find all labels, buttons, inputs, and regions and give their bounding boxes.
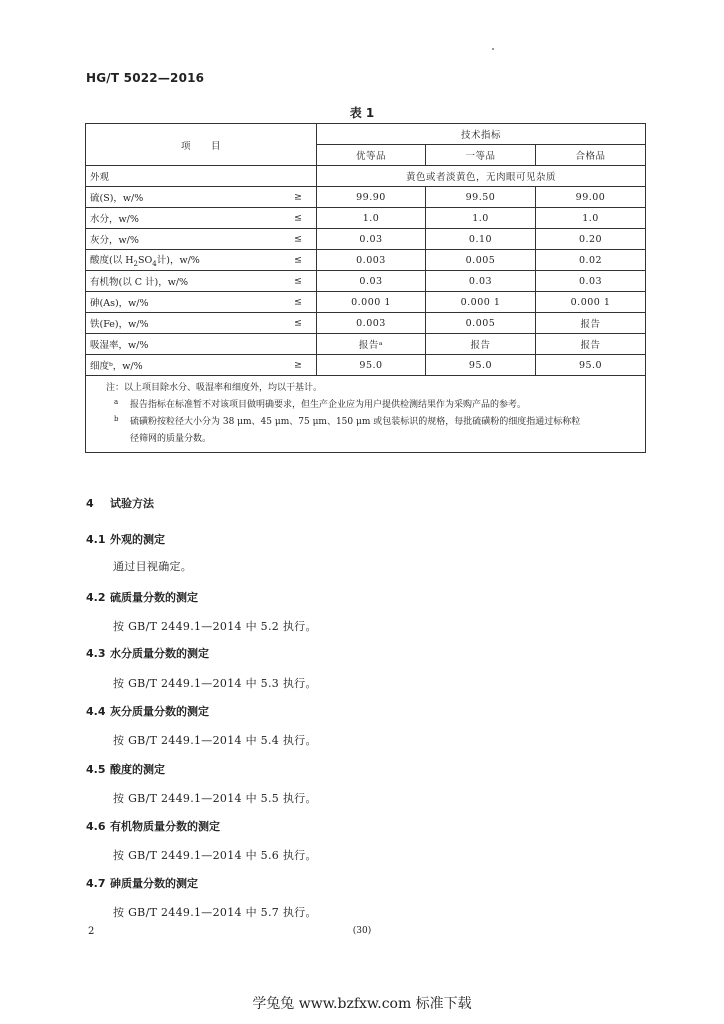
grade-superior: 优等品 [317, 145, 426, 166]
comparator: ≥ [294, 191, 302, 203]
section-number: 4 [86, 497, 94, 510]
section-number: 4.4 [86, 705, 106, 718]
scan-dot [492, 48, 494, 50]
value-first: 报告 [426, 334, 536, 355]
value-qualified: 1.0 [536, 208, 646, 229]
value-superior: 0.03 [317, 271, 426, 292]
grade-first: 一等品 [426, 145, 536, 166]
comparator: ≥ [294, 359, 302, 371]
note-main: 注：以上项目除水分、吸湿率和细度外，均以干基计。 [106, 383, 323, 393]
row-item [86, 292, 317, 313]
section-title: 水分质量分数的测定 [110, 647, 209, 660]
row-item [86, 355, 317, 376]
footer-watermark[interactable]: 学兔兔 www.bzfxw.com 标准下载 [252, 996, 472, 1012]
table-row [86, 187, 646, 208]
row-item [86, 334, 317, 355]
comparator: ≤ [294, 212, 302, 224]
value-qualified: 报告 [536, 334, 646, 355]
value-superior: 1.0 [317, 208, 426, 229]
section-number: 4.3 [86, 647, 106, 660]
value-superior: 报告ᵃ [317, 334, 426, 355]
row-item-label: 砷(As)，w/% [90, 298, 149, 309]
item-header: 项 目 [86, 124, 317, 166]
row-item-label: 硫(S)，w/% [90, 193, 144, 204]
note-b-text-1: 硫磺粉按粒径大小分为 38 μm、45 μm、75 μm、150 μm 或包装标识的规格，每批硫磺粉的细度指通过标称粒 [130, 417, 581, 427]
value-superior: 0.003 [317, 250, 426, 271]
note-b [106, 414, 637, 431]
section-heading-4-3 [86, 645, 209, 661]
acidity-sub-2: 2 [133, 259, 138, 268]
section-heading-4-7 [86, 875, 198, 891]
page-number: 2 [88, 926, 95, 937]
acidity-label-prefix: 酸度(以 H [90, 255, 134, 267]
note-a-text: 报告指标在标准暂不对该项目做明确要求，但生产企业应为用户提供检测结果作为采购产品的参考。 [130, 400, 527, 410]
section-title: 砷质量分数的测定 [110, 877, 198, 890]
value-qualified: 0.02 [536, 250, 646, 271]
row-item-label: 有机物(以 C 计)，w/% [90, 277, 189, 288]
standard-code-header: HG/T 5022—2016 [86, 71, 205, 85]
table-row [86, 250, 646, 271]
section-body-4-1: 通过目视确定。 [113, 560, 193, 573]
value-first: 99.50 [426, 187, 536, 208]
row-item [86, 271, 317, 292]
row-item-label: 灰分，w/% [90, 235, 139, 246]
value-first: 0.005 [426, 313, 536, 334]
acidity-label-suffix: 计)，w/% [156, 255, 200, 267]
section-number: 4.5 [86, 763, 106, 776]
value-first: 1.0 [426, 208, 536, 229]
section-heading-4-2 [86, 589, 198, 605]
section-body-4-7: 按 GB/T 2449.1—2014 中 5.7 执行。 [113, 906, 317, 919]
tech-header: 技术指标 [317, 124, 646, 145]
table-row [86, 355, 646, 376]
value-first: 0.10 [426, 229, 536, 250]
section-number: 4.6 [86, 820, 106, 833]
section-title: 酸度的测定 [110, 763, 165, 776]
table-row [86, 229, 646, 250]
value-first: 0.03 [426, 271, 536, 292]
section-number: 4.7 [86, 877, 106, 890]
value-qualified: 99.00 [536, 187, 646, 208]
note-a [106, 397, 637, 414]
section-body-4-4: 按 GB/T 2449.1—2014 中 5.4 执行。 [113, 734, 317, 747]
section-heading-4-6 [86, 818, 220, 834]
section-body-4-2: 按 GB/T 2449.1—2014 中 5.2 执行。 [113, 620, 317, 633]
row-item-label [90, 255, 200, 266]
section-heading-4-4 [86, 703, 209, 719]
row-item [86, 208, 317, 229]
row-item [86, 229, 317, 250]
row-item-label: 细度ᵇ，w/% [90, 361, 143, 372]
acidity-sub-4: 4 [152, 259, 157, 268]
value-superior: 0.003 [317, 313, 426, 334]
section-body-4-5: 按 GB/T 2449.1—2014 中 5.5 执行。 [113, 792, 317, 805]
table-row-appearance [86, 166, 646, 187]
section-body-4-6: 按 GB/T 2449.1—2014 中 5.6 执行。 [113, 849, 317, 862]
section-title: 有机物质量分数的测定 [110, 820, 220, 833]
table-header-row [86, 124, 646, 145]
value-qualified: 95.0 [536, 355, 646, 376]
value-superior: 0.03 [317, 229, 426, 250]
table-title: 表 1 [349, 106, 375, 120]
table-row [86, 208, 646, 229]
section-heading-4 [86, 495, 154, 511]
section-number: 4.2 [86, 591, 106, 604]
comparator: ≤ [294, 317, 302, 329]
comparator: ≤ [294, 233, 302, 245]
note-a-mark: a [114, 398, 119, 406]
appearance-value: 黄色或者淡黄色，无肉眼可见杂质 [317, 166, 646, 187]
value-first: 0.000 1 [426, 292, 536, 313]
value-qualified: 0.03 [536, 271, 646, 292]
table-notes-row [86, 376, 646, 453]
section-title: 硫质量分数的测定 [110, 591, 198, 604]
value-superior: 95.0 [317, 355, 426, 376]
section-number: 4.1 [86, 533, 106, 546]
section-title: 试验方法 [110, 497, 154, 510]
grade-qualified: 合格品 [536, 145, 646, 166]
spec-table [85, 123, 646, 453]
comparator: ≤ [294, 254, 302, 266]
row-item [86, 250, 317, 271]
row-item-label: 铁(Fe)，w/% [90, 319, 149, 330]
value-first: 0.005 [426, 250, 536, 271]
section-heading-4-5 [86, 761, 165, 777]
appearance-label: 外观 [86, 166, 317, 187]
section-heading-4-1 [86, 531, 165, 547]
section-body-4-3: 按 GB/T 2449.1—2014 中 5.3 执行。 [113, 677, 317, 690]
row-item-label: 水分，w/% [90, 214, 139, 225]
row-item [86, 187, 317, 208]
value-superior: 0.000 1 [317, 292, 426, 313]
note-b-mark: b [114, 415, 119, 423]
value-superior: 99.90 [317, 187, 426, 208]
row-item-label: 吸湿率，w/% [90, 340, 149, 351]
section-title: 灰分质量分数的测定 [110, 705, 209, 718]
table-row [86, 271, 646, 292]
table-notes [86, 376, 646, 453]
value-qualified: 0.20 [536, 229, 646, 250]
value-first: 95.0 [426, 355, 536, 376]
comparator: ≤ [294, 275, 302, 287]
value-qualified: 报告 [536, 313, 646, 334]
table-row [86, 313, 646, 334]
table-row [86, 334, 646, 355]
table-row [86, 292, 646, 313]
acidity-label-mid: SO [137, 255, 153, 267]
value-qualified: 0.000 1 [536, 292, 646, 313]
page-code: (30) [352, 926, 372, 936]
note-b-cont: 径筛网的质量分数。 [130, 434, 212, 444]
comparator: ≤ [294, 296, 302, 308]
section-title: 外观的测定 [110, 533, 165, 546]
row-item [86, 313, 317, 334]
